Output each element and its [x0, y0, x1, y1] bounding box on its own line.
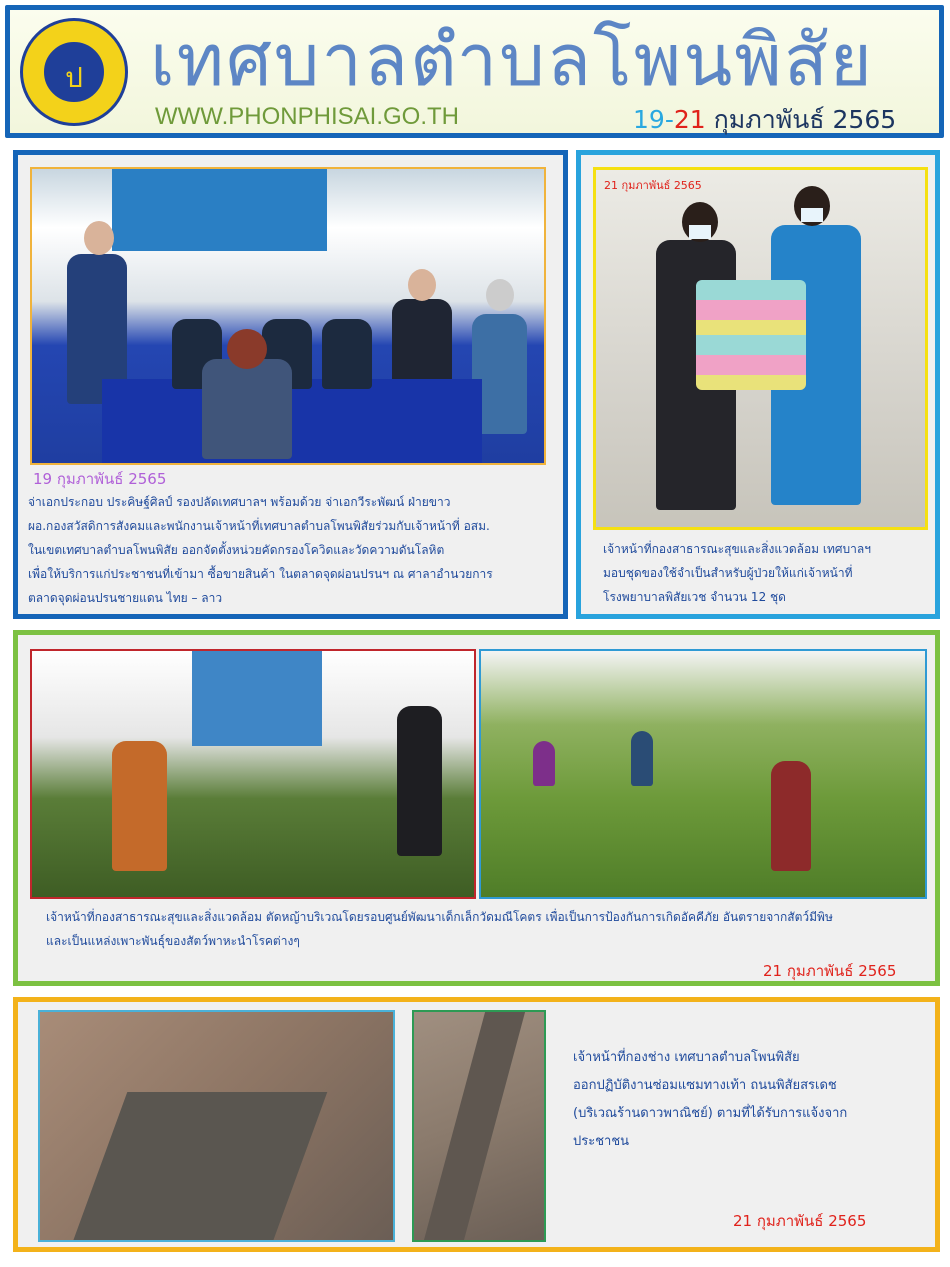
sidewalk-repair-panel — [13, 997, 940, 1252]
person-figure — [202, 359, 292, 459]
panel2-caption — [603, 537, 933, 609]
sidewalk-repair-photo-2 — [412, 1010, 546, 1242]
supply-kits — [696, 280, 806, 390]
header-date-range — [633, 100, 896, 140]
person-figure — [112, 741, 167, 871]
header-banner — [5, 5, 944, 138]
date-month-year: กุมภาพันธ์ 2565 — [705, 105, 897, 134]
caption-line: (บริเวณร้านดาวพาณิชย์) ตามที่ได้รับการแจ้งจาก — [573, 1106, 848, 1121]
caption-line: ออกปฏิบัติงานซ่อมแซมทางเท้า ถนนพิสัยสรเดช — [573, 1078, 837, 1093]
panel3-caption — [46, 905, 936, 953]
grass-cutting-photo-1 — [30, 649, 476, 899]
date-separator: - — [664, 105, 674, 134]
municipality-seal-logo — [20, 18, 128, 126]
caption-line: เพื่อให้บริการแก่ประชาชนที่เข้ามา ซื้อขายสินค้า ในตลาดจุดผ่อนปรนฯ ณ ศาลาอำนวยการ — [28, 567, 493, 581]
person-figure — [397, 706, 442, 856]
blue-door — [192, 651, 322, 746]
market-sign — [112, 169, 327, 251]
panel4-date: 21 กุมภาพันธ์ 2565 — [733, 1212, 867, 1230]
caption-line: จ่าเอกประกอบ ประคิษฐ์ศิลป์ รองปลัดเทศบาลฯ พร้อมด้วย จ่าเอกวีระพัฒน์ ฝ่ายขาว — [28, 495, 451, 509]
photo-date-stamp: 21 กุมภาพันธ์ 2565 — [604, 179, 702, 192]
date-end: 21 — [673, 105, 706, 134]
grass-cutting-panel — [13, 630, 940, 986]
screening-table — [102, 379, 482, 465]
panel3-date: 21 กุมภาพันธ์ 2565 — [763, 962, 897, 980]
person-head — [408, 269, 436, 301]
person-figure — [631, 731, 653, 786]
caption-line: มอบชุดของใช้จำเป็นสำหรับผู้ป่วยให้แก่เจ้าหน้าที่ — [603, 566, 853, 580]
person-figure — [771, 761, 811, 871]
curb-gutter — [73, 1092, 328, 1242]
caption-line: โรงพยาบาลพิสัยเวช จำนวน 12 ชุด — [603, 590, 786, 604]
seal-glyph: ป — [65, 61, 83, 94]
caption-line: และเป็นแหล่งเพาะพันธุ์ของสัตว์พาหะนำโรคต่างๆ — [46, 934, 300, 948]
caption-line: ประชาชน — [573, 1134, 630, 1149]
covid-screening-photo — [30, 167, 546, 465]
caption-line: เจ้าหน้าที่กองช่าง เทศบาลตำบลโพนพิสัย — [573, 1050, 800, 1065]
grass-cutting-photo-2 — [479, 649, 927, 899]
person-head — [227, 329, 267, 369]
website-url: WWW.PHONPHISAI.GO.TH — [155, 103, 459, 130]
caption-line: ผอ.กองสวัสดิการสังคมและพนักงานเจ้าหน้าที่เทศบาลตำบลโพนพิสัยร่วมกับเจ้าหน้าที่ อสม. — [28, 519, 490, 533]
caption-line: เจ้าหน้าที่กองสาธารณะสุขและสิ่งแวดล้อม เทศบาลฯ — [603, 542, 871, 556]
covid-screening-panel — [13, 150, 568, 619]
seal-inner — [41, 39, 107, 105]
panel1-caption — [28, 490, 558, 610]
person-figure — [533, 741, 555, 786]
face-mask — [801, 208, 823, 222]
caption-line: เจ้าหน้าที่กองสาธารณะสุขและสิ่งแวดล้อม ตัดหญ้าบริเวณโดยรอบศูนย์พัฒนาเด็กเล็กวัดมณีโคตร เพื่อเป็นการป้องกันการเกิดอัคคีภัย อันตรายจากสัตว์มีพิษ — [46, 910, 833, 924]
face-mask — [689, 225, 711, 239]
date-start: 19 — [633, 105, 665, 134]
panel1-date: 19 กุมภาพันธ์ 2565 — [33, 470, 167, 488]
supplies-donation-panel — [576, 150, 940, 619]
person-head — [84, 221, 114, 255]
sidewalk-repair-photo-1 — [38, 1010, 395, 1242]
curb-gutter — [423, 1012, 525, 1242]
caption-line: ตลาดจุดผ่อนปรนชายแดน ไทย – ลาว — [28, 591, 223, 605]
supplies-donation-photo — [593, 167, 928, 530]
person-head — [486, 279, 514, 311]
page-title: เทศบาลตำบลโพนพิสัย — [150, 18, 874, 102]
person-figure — [322, 319, 372, 389]
panel4-caption — [573, 1044, 933, 1156]
caption-line: ในเขตเทศบาลตำบลโพนพิสัย ออกจัดตั้งหน่วยคัดกรองโควิดและวัดความดันโลหิต — [28, 543, 445, 557]
